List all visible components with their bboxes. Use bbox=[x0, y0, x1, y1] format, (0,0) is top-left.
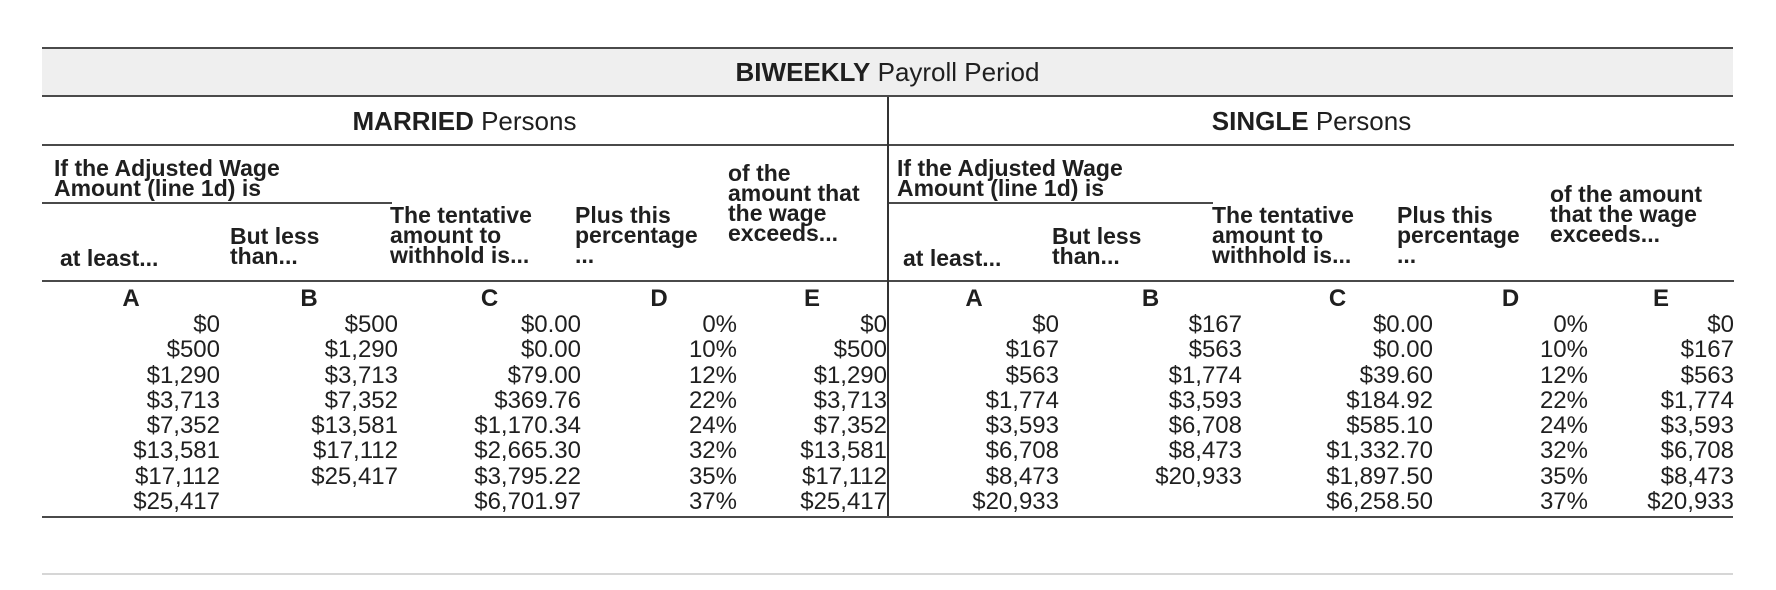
cell-e: $0 bbox=[1707, 311, 1734, 338]
cell-a: $3,713 bbox=[146, 386, 220, 414]
table-row bbox=[42, 438, 887, 463]
table-row bbox=[889, 438, 1734, 463]
cell-e: $0 bbox=[860, 311, 887, 338]
table-row bbox=[889, 312, 1734, 337]
single-letter-d: D bbox=[1501, 285, 1520, 312]
cell-c: $0.00 bbox=[1372, 336, 1433, 364]
single-letter-c: C bbox=[1328, 285, 1347, 312]
cell-d: 22% bbox=[688, 386, 737, 414]
cell-d: 37% bbox=[1539, 488, 1588, 516]
single-col-c-header: The tentative amount to withhold is... bbox=[1212, 202, 1354, 268]
single-col-d-header: Plus this percentage ... bbox=[1397, 202, 1520, 268]
cell-c: $184.92 bbox=[1346, 386, 1433, 414]
cell-b: $17,112 bbox=[313, 437, 398, 465]
cell-c: $6,701.97 bbox=[474, 488, 581, 516]
single-column-letters bbox=[889, 282, 1734, 312]
cell-b bbox=[220, 489, 398, 514]
table-halves bbox=[42, 97, 1733, 516]
single-col-e-header: of the amount that the wage exceeds... bbox=[1550, 181, 1703, 247]
cell-b: $1,774 bbox=[1168, 361, 1242, 389]
cell-a: $17,112 bbox=[135, 462, 220, 490]
cell-a: $1,290 bbox=[146, 361, 220, 389]
cell-b: $8,473 bbox=[1168, 437, 1242, 465]
married-col-b-header: But less than... bbox=[230, 223, 320, 269]
cell-e: $8,473 bbox=[1660, 462, 1734, 490]
married-column-headers bbox=[42, 146, 887, 282]
cell-e: $7,352 bbox=[813, 412, 887, 440]
table-title bbox=[42, 47, 1733, 97]
married-section bbox=[42, 97, 889, 516]
single-group-rule bbox=[889, 202, 1213, 204]
table-row bbox=[42, 464, 887, 489]
cell-e: $563 bbox=[1680, 361, 1734, 389]
cell-d: 32% bbox=[1539, 437, 1588, 465]
cell-e: $500 bbox=[833, 336, 887, 364]
married-group-label: If the Adjusted Wage Amount (line 1d) is bbox=[54, 155, 280, 201]
table-row bbox=[42, 489, 887, 514]
table-row bbox=[889, 489, 1734, 514]
cell-d: 0% bbox=[1553, 311, 1588, 338]
cell-e: $3,713 bbox=[813, 386, 887, 414]
cell-d: 24% bbox=[688, 412, 737, 440]
married-group-rule bbox=[42, 202, 392, 204]
cell-b: $7,352 bbox=[324, 386, 398, 414]
married-letter-e: E bbox=[803, 285, 820, 312]
cell-b: $500 bbox=[344, 311, 398, 338]
title-rest: Payroll Period bbox=[870, 57, 1040, 87]
table-row bbox=[42, 413, 887, 438]
withholding-table bbox=[42, 47, 1733, 518]
single-label-rest: Persons bbox=[1308, 106, 1412, 136]
cell-a: $500 bbox=[166, 336, 220, 364]
cell-b: $20,933 bbox=[1155, 462, 1242, 490]
cell-b: $167 bbox=[1188, 311, 1242, 338]
cell-b: $1,290 bbox=[324, 336, 398, 364]
table-row bbox=[889, 363, 1734, 388]
single-column-headers bbox=[889, 146, 1734, 282]
single-col-b-header: But less than... bbox=[1052, 223, 1142, 269]
table-row bbox=[42, 363, 887, 388]
table-row bbox=[42, 337, 887, 362]
single-group-label: If the Adjusted Wage Amount (line 1d) is bbox=[897, 155, 1123, 201]
married-label-bold: MARRIED bbox=[352, 106, 474, 136]
married-header bbox=[42, 97, 887, 146]
cell-d: 12% bbox=[1539, 361, 1588, 389]
cell-a: $13,581 bbox=[133, 437, 220, 465]
table-row bbox=[889, 337, 1734, 362]
cell-c: $2,665.30 bbox=[474, 437, 581, 465]
single-section bbox=[889, 97, 1734, 516]
table-row bbox=[42, 388, 887, 413]
cell-a: $0 bbox=[193, 311, 220, 338]
cell-b: $6,708 bbox=[1168, 412, 1242, 440]
cell-e: $17,112 bbox=[802, 462, 887, 490]
married-letter-c: C bbox=[480, 285, 499, 312]
married-letter-d: D bbox=[650, 285, 668, 312]
cell-d: 35% bbox=[1539, 462, 1588, 490]
cell-c: $1,897.50 bbox=[1326, 462, 1433, 490]
cell-c: $1,332.70 bbox=[1326, 437, 1433, 465]
cell-c: $1,170.34 bbox=[474, 412, 581, 440]
cell-a: $1,774 bbox=[985, 386, 1059, 414]
cell-a: $167 bbox=[1005, 336, 1059, 364]
cell-d: 12% bbox=[688, 361, 737, 389]
cell-e: $167 bbox=[1680, 336, 1734, 364]
cell-c: $6,258.50 bbox=[1326, 488, 1433, 516]
cell-b: $3,593 bbox=[1168, 386, 1242, 414]
cell-b: $563 bbox=[1188, 336, 1242, 364]
married-col-e-header: of the amount that the wage exceeds... bbox=[728, 160, 860, 246]
cell-d: 10% bbox=[688, 336, 737, 364]
cell-d: 32% bbox=[688, 437, 737, 465]
cell-d: 22% bbox=[1539, 386, 1588, 414]
cell-e: $25,417 bbox=[800, 488, 887, 516]
cell-d: 0% bbox=[702, 311, 737, 338]
cell-a: $6,708 bbox=[985, 437, 1059, 465]
cell-e: $3,593 bbox=[1660, 412, 1734, 440]
table-bottom-rule bbox=[42, 516, 1733, 518]
cell-a: $25,417 bbox=[133, 488, 220, 516]
cell-d: 37% bbox=[688, 488, 737, 516]
table-row bbox=[889, 388, 1734, 413]
married-column-letters bbox=[42, 282, 887, 312]
single-letter-b: B bbox=[1141, 285, 1160, 312]
cell-e: $1,774 bbox=[1660, 386, 1734, 414]
single-header bbox=[889, 97, 1734, 146]
cell-b: $25,417 bbox=[311, 462, 398, 490]
page-divider bbox=[42, 573, 1733, 575]
cell-c: $0.00 bbox=[520, 336, 581, 364]
cell-e: $20,933 bbox=[1647, 488, 1734, 516]
cell-b bbox=[1059, 489, 1242, 514]
single-label-bold: SINGLE bbox=[1211, 106, 1309, 136]
married-col-a-header: at least... bbox=[60, 245, 159, 271]
cell-c: $79.00 bbox=[507, 361, 581, 389]
cell-a: $8,473 bbox=[985, 462, 1059, 490]
table-row bbox=[889, 413, 1734, 438]
cell-c: $39.60 bbox=[1359, 361, 1433, 389]
married-letter-b: B bbox=[300, 285, 318, 312]
married-letter-a: A bbox=[122, 285, 140, 312]
cell-c: $3,795.22 bbox=[474, 462, 581, 490]
cell-d: 10% bbox=[1539, 336, 1588, 364]
table-row bbox=[889, 464, 1734, 489]
table-row bbox=[42, 312, 887, 337]
title-bold: BIWEEKLY bbox=[735, 57, 871, 87]
single-col-a-header: at least... bbox=[903, 245, 1002, 271]
single-letter-a: A bbox=[965, 285, 983, 312]
single-letter-e: E bbox=[1652, 285, 1669, 312]
cell-d: 35% bbox=[688, 462, 737, 490]
cell-d: 24% bbox=[1539, 412, 1588, 440]
cell-c: $369.76 bbox=[494, 386, 581, 414]
cell-b: $3,713 bbox=[324, 361, 398, 389]
cell-e: $1,290 bbox=[813, 361, 887, 389]
cell-a: $7,352 bbox=[146, 412, 220, 440]
married-col-d-header: Plus this percentage ... bbox=[575, 202, 698, 268]
cell-a: $20,933 bbox=[972, 488, 1059, 516]
single-rows bbox=[889, 312, 1734, 516]
married-label-rest: Persons bbox=[473, 106, 577, 136]
cell-a: $0 bbox=[1032, 311, 1059, 338]
cell-a: $563 bbox=[1005, 361, 1059, 389]
cell-c: $585.10 bbox=[1346, 412, 1433, 440]
cell-c: $0.00 bbox=[520, 311, 581, 338]
cell-c: $0.00 bbox=[1372, 311, 1433, 338]
cell-e: $13,581 bbox=[800, 437, 887, 465]
cell-e: $6,708 bbox=[1660, 437, 1734, 465]
cell-a: $3,593 bbox=[985, 412, 1059, 440]
cell-b: $13,581 bbox=[311, 412, 398, 440]
married-rows bbox=[42, 312, 887, 516]
married-col-c-header: The tentative amount to withhold is... bbox=[390, 202, 532, 268]
